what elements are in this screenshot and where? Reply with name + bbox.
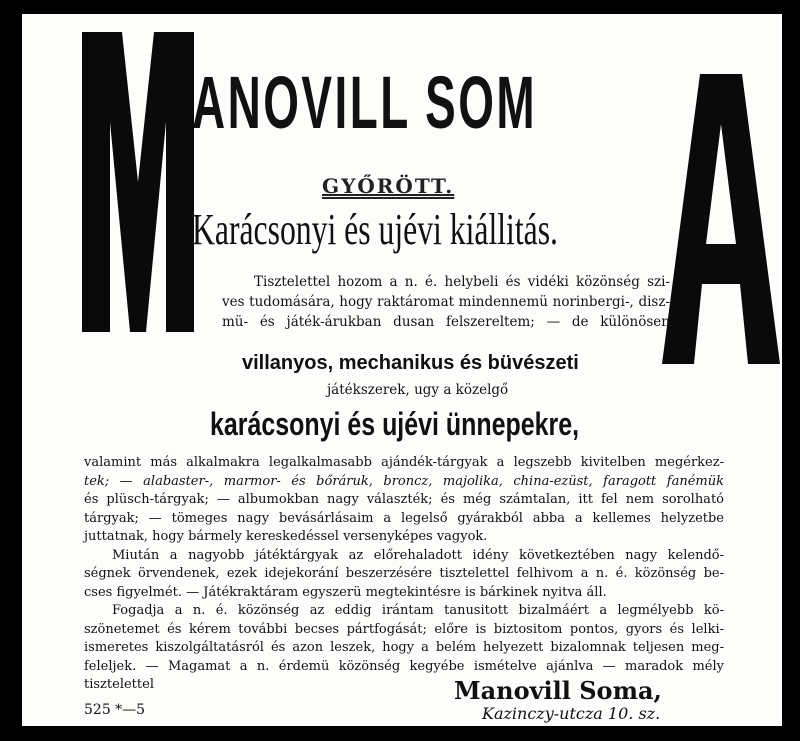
body-line: ismeretes kiszolgáltatásról és azon leszek, hogy a belém helyezett bizalomnak teljesen meg- (84, 640, 724, 655)
reference-code: 525 *—5 (84, 702, 146, 718)
body-line: tárgyak; — tömeges nagy bevásárlásaim a legelső gyárakból abba a kellemes helyzetbe (84, 510, 724, 526)
body-line: Miután a nagyobb játéktárgyak az előrehaladott idény következtében nagy kelendő- (112, 547, 724, 563)
intro-line: Tisztelettel hozom a n. é. helybeli és vidéki közönség szi- (254, 274, 670, 290)
body-line: feleljek. — Magamat a n. érdemü közönség kegyébe ismételve ajánlva — maradok mély (84, 658, 724, 674)
body-line: valamint más alkalmakra legalkalmasabb ajándék-tárgyak a legszebb kivitelben megérkez- (84, 455, 724, 470)
big-letter-m (82, 32, 194, 332)
intro-paragraph (222, 272, 670, 332)
big-letter-a-graphic (662, 74, 780, 364)
subheading-items: játékszerek, ugy a közelgő (327, 382, 509, 398)
intro-line: ves tudomására, hogy raktáromat mindennemü norinbergi-, disz- (222, 294, 670, 310)
headline: Karácsonyi és ujévi kiállitás. (192, 205, 558, 254)
intro-line: mü- és játék-árukban dusan felszereltem; — de különösen (222, 314, 670, 330)
body-line: Fogadja a n. é. közönség az eddig irántam tanusitott bizalmáért a legmélyebb kö- (112, 603, 724, 618)
body-line: szönetemet és kérem további becses pártfogását; előre is biztositom pontos, gyors és lelki- (84, 621, 724, 637)
ad-title: ANOVILL SOM (192, 61, 538, 144)
address: Kazinczy-utcza 10. sz. (482, 704, 661, 723)
body-line: tek; — alabaster-, marmor- és bőráruk, broncz, majolika, china-ezüst, faragott fanémük (84, 473, 724, 489)
body-text (84, 454, 724, 695)
big-letter-m-graphic (82, 32, 194, 332)
signature: Manovill Soma, (454, 676, 662, 705)
advertisement-page (22, 14, 782, 726)
body-line: cses figyelmét. — Játékraktáram egyszerü megtekintésre is bárkinek nyitva áll. (84, 584, 607, 600)
city-label: GYŐRÖTT. (322, 174, 455, 198)
body-line: tisztelettel (84, 677, 154, 692)
big-letter-a (662, 74, 780, 364)
body-line: és plüsch-tárgyak; — albumokban nagy választék; és még számtalan, itt fel nem sorolható (84, 492, 724, 507)
headline-holidays: karácsonyi és ujévi ünnepekre, (210, 406, 580, 442)
subheading-toys: villanyos, mechanikus és büvészeti (242, 352, 579, 374)
body-line: ségnek örvendenek, ezek idejekorání beszerzésére tisztelettel felhivom a n. é. közönség be- (84, 566, 724, 581)
body-line: juttatnak, hogy bármely kereskedéssel versenyképes vagyok. (84, 529, 488, 544)
